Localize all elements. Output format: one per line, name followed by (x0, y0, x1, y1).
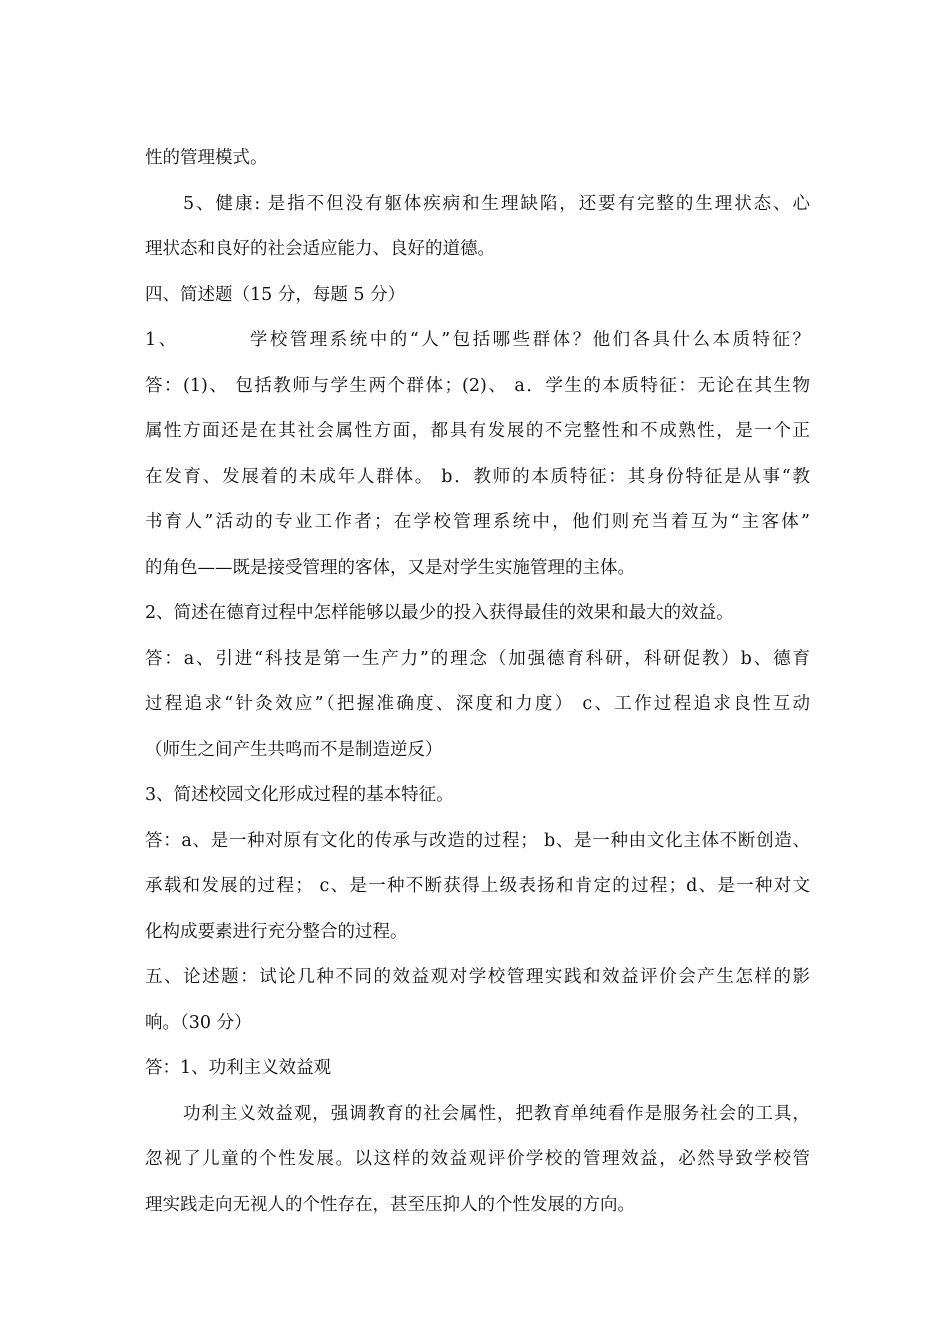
section-heading: 五、论述题：试论几种不同的效益观对学校管理实践和效益评价会产生怎样的影 (145, 967, 810, 987)
text-line: 响。（30 分） (145, 1012, 252, 1033)
text-line: （师生之间产生共鸣而不是制造逆反） (145, 739, 443, 760)
text-line: 答：a、是一种对原有文化的传承与改造的过程； b、是一种由文化主体不断创造、 (145, 830, 810, 851)
question-title: 1、 学校管理系统中的“人”包括哪些群体？他们各具什么本质特征？ (145, 330, 810, 350)
text-line: 承载和发展的过程； c、是一种不断获得上级表扬和肯定的过程；d、是一种对文 (145, 876, 810, 896)
document-body (145, 136, 810, 1228)
question-title: 2、简述在德育过程中怎样能够以最少的投入获得最佳的效果和最大的效益。 (145, 603, 734, 623)
text-line: 答：a、引进“科技是第一生产力”的理念（加强德育科研，科研促教）b、德育 (145, 648, 810, 669)
text-line: 书育人”活动的专业工作者；在学校管理系统中，他们则充当着互为“主客体” (145, 512, 810, 532)
text-line: 忽视了儿童的个性发展。以这样的效益观评价学校的管理效益，必然导致学校管 (145, 1149, 810, 1169)
section-heading: 四、简述题（15 分，每题 5 分） (145, 284, 406, 305)
text-line: 功利主义效益观，强调教育的社会属性，把教育单纯看作是服务社会的工具， (183, 1103, 810, 1124)
question-title: 3、简述校园文化形成过程的基本特征。 (145, 785, 454, 805)
text-line: 过程追求“针灸效应”（把握准确度、深度和力度） c、工作过程追求良性互动 (145, 694, 810, 714)
text-line: 化构成要素进行充分整合的过程。 (145, 921, 408, 942)
text-line: 答：1、功利主义效益观 (145, 1058, 332, 1078)
text-line: 在发育、发展着的未成年人群体。 b．教师的本质特征：其身份特征是从事“教 (145, 466, 810, 487)
text-line: 属性方面还是在其社会属性方面，都具有发展的不完整性和不成熟性，是一个正 (145, 421, 810, 441)
text-line: 理实践走向无视人的个性存在，甚至压抑人的个性发展的方向。 (145, 1194, 635, 1215)
text-line: 答：(1)、 包括教师与学生两个群体；(2)、 a．学生的本质特征：无论在其生物 (145, 375, 810, 396)
text-line: 性的管理模式。 (145, 148, 268, 168)
text-line: 理状态和良好的社会适应能力、良好的道德。 (145, 239, 495, 259)
text-line: 的角色——既是接受管理的客体，又是对学生实施管理的主体。 (145, 557, 635, 578)
text-line: 5、健康: 是指不但没有躯体疾病和生理缺陷，还要有完整的生理状态、心 (183, 193, 810, 214)
